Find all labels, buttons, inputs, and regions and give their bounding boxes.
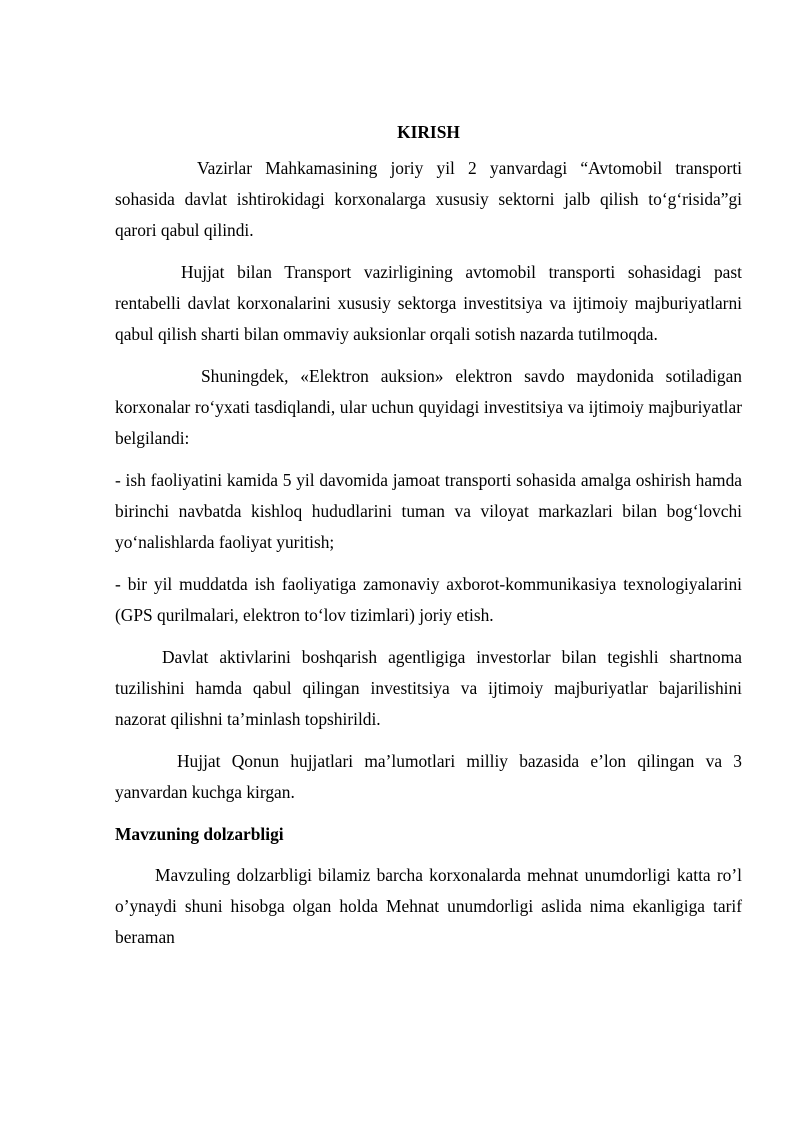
paragraph-auction: Shuningdek, «Elektron auksion» elektron savdo maydonida sotiladigan korxonalar ro‘yxati tasdiqlandi, ular uchun quyidagi investitsiya va ijtimoiy majburiyatlar belgilandi:	[115, 366, 742, 448]
paragraph-relevance: Mavzuling dolzarbligi bilamiz barcha korxonalarda mehnat unumdorligi katta ro’l o’ynaydi shuni hisobga olgan holda Mehnat unumdorligi aslida nima ekanligiga tarif beraman	[115, 865, 742, 947]
paragraph-publication: Hujjat Qonun hujjatlari ma’lumotlari milliy bazasida e’lon qilingan va 3 yanvardan kuchga kirgan.	[115, 751, 742, 802]
document-body	[115, 117, 742, 964]
paragraph-ministry: Hujjat bilan Transport vazirligining avtomobil transporti sohasidagi past rentabelli davlat korxonalarini xususiy sektorga investitsiya va ijtimoiy majburiyatlarni qabul qilish sharti bilan ommaviy auksionlar orqali sotish nazarda tutilmoqda.	[115, 262, 742, 344]
section-heading: Mavzuning dolzarbligi	[115, 824, 284, 844]
document-title: KIRISH	[397, 122, 460, 142]
list-item-obligation-2: - bir yil muddatda ish faoliyatiga zamonaviy axborot-kommunikasiya texnologiyalarini (GPS qurilmalari, elektron to‘lov tizimlari) joriy etish.	[115, 574, 742, 625]
paragraph-agency: Davlat aktivlarini boshqarish agentligiga investorlar bilan tegishli shartnoma tuzilishini hamda qabul qilingan investitsiya va ijtimoiy majburiyatlar bajarilishini nazorat qilishni ta’minlash topshirildi.	[115, 647, 742, 729]
list-item-obligation-1: - ish faoliyatini kamida 5 yil davomida jamoat transporti sohasida amalga oshirish hamda birinchi navbatda kishloq hududlarini tuman va viloyat markazlari bilan bog‘lovchi yo‘nalishlarda faoliyat yuritish;	[115, 470, 742, 552]
paragraph-decree: Vazirlar Mahkamasining joriy yil 2 yanvardagi “Avtomobil transporti sohasida davlat ishtirokidagi korxonalarga xususiy sektorni jalb qilish to‘g‘risida”gi qarori qabul qilindi.	[115, 158, 742, 240]
